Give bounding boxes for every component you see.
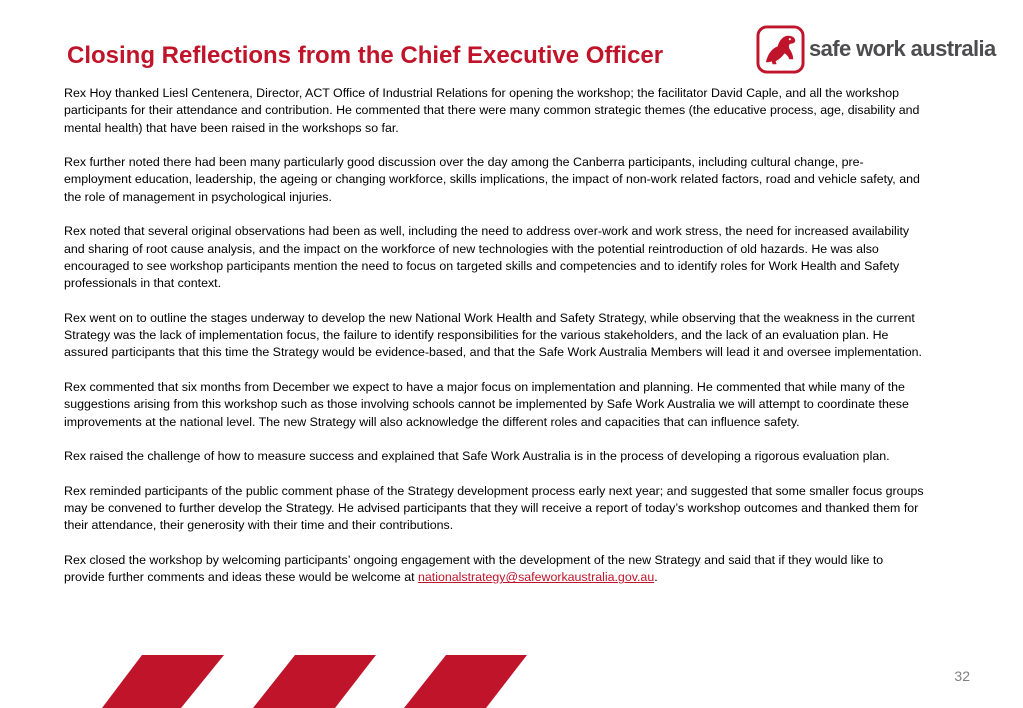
paragraph: Rex noted that several original observations had been as well, including the need to address over-work and work stress, the need for increased availability and sharing of root cause analysis, and the impact on the workforce of new technologies with the potential reintroduction of old hazards. He was also encouraged to see workshop participants mention the need to focus on targeted skills and competencies and to identify roles for Work Health and Safety professionals in that context. xyxy=(64,224,910,291)
stripe xyxy=(102,655,224,708)
safe-work-australia-logo xyxy=(756,24,1001,74)
body-text xyxy=(64,85,924,604)
paragraph: Rex raised the challenge of how to measure success and explained that Safe Work Australia is in the process of developing a rigorous evaluation plan. xyxy=(64,449,890,464)
paragraph: Rex commented that six months from December we expect to have a major focus on implementation and planning. He commented that while many of the suggestions arising from this workshop such as those involving schools cannot be implemented by Safe Work Australia we will attempt to coordinate these improvements at the national level. The new Strategy will also acknowledge the different roles and capacities that can influence safety. xyxy=(64,380,909,429)
stripe xyxy=(404,655,527,708)
logo-wordmark: safe work australia xyxy=(809,36,996,61)
closing-paragraph xyxy=(64,552,924,587)
closing-text: Rex closed the workshop by welcoming participants’ ongoing engagement with the development of the new Strategy and said that if they would like to provide further comments and ideas these would be welcome at xyxy=(64,553,884,585)
paragraph: Rex Hoy thanked Liesl Centenera, Director, ACT Office of Industrial Relations for opening the workshop; the facilitator David Caple, and all the workshop participants for their attendance and contribution. He commented that there were many common strategic themes (the educative process, age, disability and mental health) that have been raised in the workshops so far. xyxy=(64,86,920,135)
page-title: Closing Reflections from the Chief Executive Officer xyxy=(67,42,664,69)
closing-period: . xyxy=(654,570,658,585)
kangaroo-logo-icon xyxy=(756,25,805,74)
email-link[interactable]: nationalstrategy@safeworkaustralia.gov.au xyxy=(418,570,655,585)
stripe xyxy=(253,655,376,708)
page-number: 32 xyxy=(954,668,970,684)
decorative-stripes xyxy=(0,652,600,708)
paragraph: Rex went on to outline the stages underway to develop the new National Work Health and Safety Strategy, while observing that the weakness in the current Strategy was the lack of implementation focus, the failure to identify responsibilities for the various stakeholders, and the lack of an evaluation plan. He assured participants that this time the Strategy would be evidence-based, and that the Safe Work Australia Members will lead it and oversee implementation. xyxy=(64,310,922,360)
paragraph: Rex further noted there had been many particularly good discussion over the day among the Canberra participants, including cultural change, pre-employment education, leadership, the ageing or changing workforce, skills implications, the impact of non-work related factors, road and vehicle safety, and the role of management in psychological injuries. xyxy=(64,155,920,204)
paragraph: Rex reminded participants of the public comment phase of the Strategy development process early next year; and suggested that some smaller focus groups may be convened to further develop the Strategy. He advised participants that they will receive a report of today’s workshop outcomes and thanked them for their attendance, their generosity with their time and their contributions. xyxy=(64,483,924,533)
